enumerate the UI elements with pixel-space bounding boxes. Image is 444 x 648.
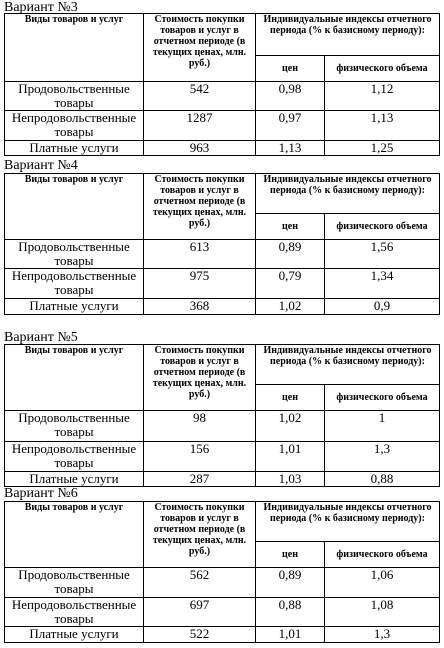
header-price-index: цен bbox=[256, 56, 325, 82]
row-cost: 287 bbox=[144, 472, 256, 487]
row-volume-index: 1,3 bbox=[325, 442, 440, 472]
data-table bbox=[4, 13, 440, 156]
variant-title: Вариант №3 bbox=[4, 0, 78, 15]
row-price-index: 1,01 bbox=[256, 442, 325, 472]
row-name: Непродовольственные товары bbox=[5, 442, 144, 472]
row-cost: 697 bbox=[144, 598, 256, 627]
header-purchase-cost: Стоимость покупки товаров и услуг в отчетном периоде (в текущих ценах, млн. руб.) bbox=[144, 345, 256, 411]
header-product-type: Виды товаров и услуг bbox=[5, 345, 144, 411]
row-cost: 542 bbox=[144, 82, 256, 111]
header-product-type: Виды товаров и услуг bbox=[5, 14, 144, 82]
row-cost: 562 bbox=[144, 568, 256, 598]
row-name: Непродовольственные товары bbox=[5, 111, 144, 141]
row-volume-index: 0,88 bbox=[325, 472, 440, 487]
row-price-index: 1,01 bbox=[256, 627, 325, 643]
header-volume-index: физического объема bbox=[325, 56, 440, 82]
header-price-index: цен bbox=[256, 214, 325, 240]
data-table bbox=[4, 501, 440, 643]
header-product-type: Виды товаров и услуг bbox=[5, 174, 144, 240]
header-individual-indices: Индивидуальные индексы отчетного периода (% к базисному периоду): bbox=[256, 502, 440, 542]
header-purchase-cost: Стоимость покупки товаров и услуг в отчетном периоде (в текущих ценах, млн. руб.) bbox=[144, 174, 256, 240]
header-purchase-cost: Стоимость покупки товаров и услуг в отчетном периоде (в текущих ценах, млн. руб.) bbox=[144, 502, 256, 568]
row-price-index: 0,89 bbox=[256, 568, 325, 598]
header-price-index: цен bbox=[256, 542, 325, 568]
row-price-index: 1,02 bbox=[256, 299, 325, 315]
row-cost: 368 bbox=[144, 299, 256, 315]
row-volume-index: 1,3 bbox=[325, 627, 440, 643]
row-volume-index: 1,56 bbox=[325, 240, 440, 269]
row-name: Непродовольственные товары bbox=[5, 598, 144, 627]
row-price-index: 1,03 bbox=[256, 472, 325, 487]
row-volume-index: 1,25 bbox=[325, 141, 440, 156]
row-price-index: 0,89 bbox=[256, 240, 325, 269]
row-name: Продовольственные товары bbox=[5, 568, 144, 598]
row-volume-index: 1,12 bbox=[325, 82, 440, 111]
header-volume-index: физического объема bbox=[325, 542, 440, 568]
header-individual-indices: Индивидуальные индексы отчетного периода (% к базисному периоду): bbox=[256, 14, 440, 56]
header-purchase-cost: Стоимость покупки товаров и услуг в отчетном периоде (в текущих ценах, млн. руб.) bbox=[144, 14, 256, 82]
row-price-index: 1,02 bbox=[256, 411, 325, 442]
row-cost: 156 bbox=[144, 442, 256, 472]
row-price-index: 0,98 bbox=[256, 82, 325, 111]
header-individual-indices: Индивидуальные индексы отчетного периода (% к базисному периоду): bbox=[256, 174, 440, 214]
row-volume-index: 0,9 bbox=[325, 299, 440, 315]
data-table bbox=[4, 173, 440, 315]
row-volume-index: 1,34 bbox=[325, 269, 440, 299]
row-name: Платные услуги bbox=[5, 472, 144, 487]
header-volume-index: физического объема bbox=[325, 385, 440, 411]
row-name: Непродовольственные товары bbox=[5, 269, 144, 299]
row-name: Продовольственные товары bbox=[5, 82, 144, 111]
variant-title: Вариант №6 bbox=[4, 486, 78, 501]
row-cost: 98 bbox=[144, 411, 256, 442]
data-table bbox=[4, 344, 440, 487]
row-price-index: 0,97 bbox=[256, 111, 325, 141]
row-name: Платные услуги bbox=[5, 299, 144, 315]
row-cost: 963 bbox=[144, 141, 256, 156]
row-cost: 975 bbox=[144, 269, 256, 299]
header-product-type: Виды товаров и услуг bbox=[5, 502, 144, 568]
row-volume-index: 1,13 bbox=[325, 111, 440, 141]
header-volume-index: физического объема bbox=[325, 214, 440, 240]
row-volume-index: 1 bbox=[325, 411, 440, 442]
row-cost: 1287 bbox=[144, 111, 256, 141]
row-name: Продовольственные товары bbox=[5, 411, 144, 442]
row-price-index: 0,88 bbox=[256, 598, 325, 627]
variant-title: Вариант №5 bbox=[4, 330, 78, 345]
row-cost: 522 bbox=[144, 627, 256, 643]
variant-title: Вариант №4 bbox=[4, 158, 78, 173]
row-cost: 613 bbox=[144, 240, 256, 269]
row-name: Платные услуги bbox=[5, 627, 144, 643]
row-name: Платные услуги bbox=[5, 141, 144, 156]
row-price-index: 1,13 bbox=[256, 141, 325, 156]
row-volume-index: 1,08 bbox=[325, 598, 440, 627]
row-volume-index: 1,06 bbox=[325, 568, 440, 598]
header-price-index: цен bbox=[256, 385, 325, 411]
row-price-index: 0,79 bbox=[256, 269, 325, 299]
header-individual-indices: Индивидуальные индексы отчетного периода (% к базисному периоду): bbox=[256, 345, 440, 385]
row-name: Продовольственные товары bbox=[5, 240, 144, 269]
